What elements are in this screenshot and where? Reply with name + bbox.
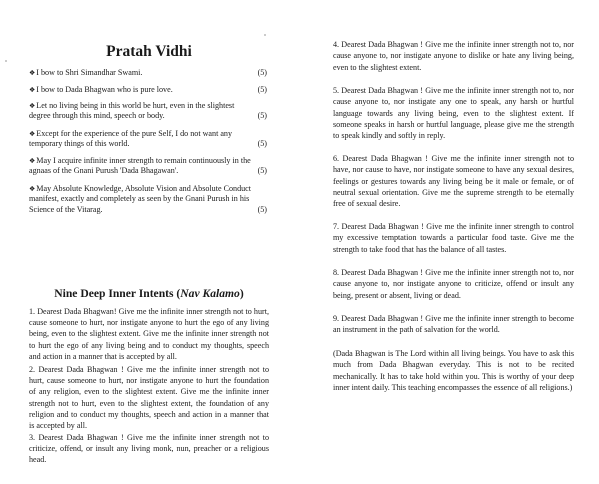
vidhi-item [29, 85, 269, 95]
vidhi-text: May I acquire infinite inner strength to remain continuously in the agnaas of the Gnani Purush 'Dada Bhagawan'. [29, 156, 251, 176]
recite-count: (5) [257, 139, 267, 149]
intent-paragraph: 4. Dearest Dada Bhagwan ! Give me the infinite inner strength not to, nor cause anyone to, nor instigate anyone to dislike or hate any living being, even to the slightest extent. [333, 40, 574, 72]
vidhi-item [29, 156, 269, 177]
intent-paragraph: 6. Dearest Dada Bhagwan ! Give me the infinite inner strength not to have, nor cause to have, nor instigate someone to have any sexual desires, feelings or gestures towards any living being be it male or female, or of neutral sexual orientation. Give me the supreme strength to be eternally free of sexual desire. [333, 154, 574, 209]
intent-paragraph: 3. Dearest Dada Bhagwan ! Give me the infinite inner strength not to criticize, offend, or insult any living monk, nun, preacher or a religious head. [29, 433, 269, 465]
recite-count: (5) [257, 166, 267, 176]
diamond-bullet-icon: ❖ [29, 69, 36, 77]
diamond-bullet-icon: ❖ [29, 185, 36, 193]
intent-paragraph: 9. Dearest Dada Bhagwan ! Give me the infinite inner strength to become an instrument in the path of salvation for the world. [333, 314, 574, 335]
page-speck [264, 34, 266, 36]
page-title: Pratah Vidhi [106, 43, 192, 60]
vidhi-item [29, 184, 269, 215]
vidhi-item [29, 129, 269, 150]
diamond-bullet-icon: ❖ [29, 102, 36, 110]
diamond-bullet-icon: ❖ [29, 130, 36, 138]
section-title: Nine Deep Inner Intents (Nav Kalamo) [54, 287, 244, 300]
vidhi-text: May Absolute Knowledge, Absolute Vision and Absolute Conduct manifest, exactly and completely as seen by the Gnani Purush in his Science of the Vitarag. [29, 184, 252, 214]
intent-paragraph: 5. Dearest Dada Bhagwan ! Give me the infinite inner strength not to, nor cause anyone to, nor instigate any one to speak, any harsh or hurtful language towards any living being, even to the slightest extent. If someone speaks in harsh or hurtful language, please give me the strength to speak kindly and softly in reply. [333, 86, 574, 141]
recite-count: (5) [257, 85, 267, 94]
intent-paragraph: 7. Dearest Dada Bhagwan ! Give me the infinite inner strength to control my excessive temptation towards a particular food taste. Give me the strength to take food that has the balance of all tastes. [333, 222, 574, 254]
vidhi-text: Let no living being in this world be hurt, even in the slightest degree through this mind, speech or body. [29, 101, 235, 121]
recite-count: (5) [257, 204, 267, 214]
intent-paragraph: 2. Dearest Dada Bhagwan ! Give me the infinite inner strength not to hurt, cause someone to hurt, nor instigate anyone to hurt the foundation of any religion, even to the slightest extent. Give me the infinite inner strength not to hurt, even to the slightest extent, the foundation of any religion and to conduct my thoughts, speech and action in a manner that is accepted by all. [29, 365, 269, 431]
diamond-bullet-icon: ❖ [29, 157, 36, 165]
vidhi-text: Except for the experience of the pure Self, I do not want any temporary things of this world. [29, 129, 233, 149]
vidhi-text: I bow to Shri Simandhar Swami. [36, 68, 143, 77]
intent-paragraph: 8. Dearest Dada Bhagwan ! Give me the infinite inner strength not to, nor cause anyone to, nor instigate anyone to criticize, offend or insult any being, present or absent, living or dead. [333, 268, 574, 300]
vidhi-item [29, 101, 269, 122]
intent-paragraph: 1. Dearest Dada Bhagwan! Give me the infinite inner strength not to hurt, cause someone to hurt, nor instigate anyone to hurt the ego of any living being, even to the slightest extent. Give me the infinite inner strength not to hurt the ego of any living being and to conduct my thoughts, speech and action in a manner that is accepted by all. [29, 307, 269, 361]
closing-note: (Dada Bhagwan is The Lord within all living beings. You have to ask this much from Dada Bhagwan everyday. This is not to be recited mechanically. It has to take hold within you. This is worthy of your deep inner intent daily. This teaching encompasses the essence of all religions.) [333, 349, 574, 392]
recite-count: (5) [257, 111, 267, 121]
vidhi-text: I bow to Dada Bhagwan who is pure love. [36, 85, 173, 94]
page-speck [5, 60, 7, 62]
diamond-bullet-icon: ❖ [29, 86, 36, 94]
vidhi-item [29, 68, 269, 78]
recite-count: (5) [257, 68, 267, 77]
